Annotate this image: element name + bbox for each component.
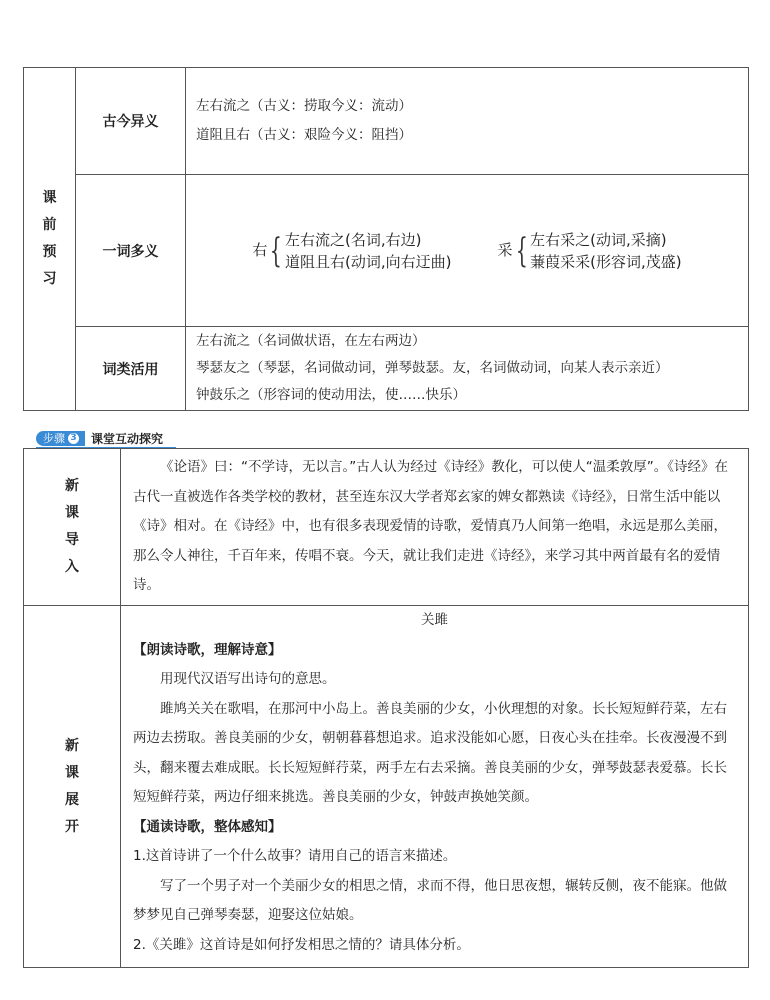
section-char: 习 — [42, 271, 57, 287]
section-char: 新 — [65, 478, 79, 494]
paragraph: 雎鸠关关在歌唱，在那河中小岛上。善良美丽的少女，小伙理想的对象。长长短短鲜荇菜，左右两边去捞取。善良美丽的少女，朝朝暮暮想追求。追求没能如心愿，日夜心头在挂牵。长夜漫漫不到头，翻来覆去难成眠。长长短短鲜荇菜，两手左右去采摘。善良美丽的少女，弹琴鼓瑟表爱慕。长长短短鲜荇菜，两边仔细来挑选。善良美丽的少女，钟鼓声换她笑颜。 — [133, 700, 727, 805]
meaning-line: 左右采之(动词,采摘) — [530, 230, 667, 249]
row-label-yici: 一词多义 — [76, 175, 186, 327]
subheading: 【朗读诗歌，理解诗意】 — [133, 641, 282, 658]
paragraph: 用现代汉语写出诗句的意思。 — [160, 671, 336, 687]
section-char: 预 — [42, 244, 57, 260]
step-header — [36, 430, 163, 446]
meaning-line: 道阻且右(动词,向右迂曲) — [285, 252, 452, 271]
answer: 写了一个男子对一个美丽少女的相思之情，求而不得，他日思夜想，辗转反侧，夜不能寐。他做梦梦见自己弹琴奏瑟，迎娶这位姑娘。 — [133, 877, 727, 923]
row-content-gujin — [186, 68, 749, 175]
content-line: 道阻且右（古义：艰险今义：阻挡） — [196, 127, 412, 143]
poem-title: 关雎 — [421, 612, 448, 628]
row-label-gujin: 古今异义 — [76, 68, 186, 175]
step-number: 3 — [68, 433, 79, 444]
intro-content — [121, 449, 749, 606]
section-char: 开 — [65, 818, 79, 835]
lesson-table — [23, 448, 749, 968]
step-title: 课堂互动探究 — [91, 431, 164, 446]
preview-section-label — [24, 68, 76, 411]
step-badge-label: 步骤 — [43, 431, 65, 445]
row-label-cilei: 词类活用 — [76, 327, 186, 411]
brace-icon: { — [270, 230, 283, 271]
row-content-cilei — [186, 327, 749, 411]
section-char: 前 — [42, 217, 57, 233]
subheading: 【通读诗歌，整体感知】 — [133, 818, 282, 835]
content-line: 左右流之（古义：捞取今义：流动） — [196, 98, 412, 114]
meaning-head: 右 — [252, 241, 268, 259]
develop-section-label — [24, 606, 121, 968]
brace-icon: { — [515, 230, 528, 271]
section-char: 课 — [65, 764, 79, 781]
question: 1.这首诗讲了一个什么故事？请用自己的语言来描述。 — [133, 848, 457, 864]
section-char: 新 — [65, 737, 79, 754]
row-content-yici — [186, 175, 749, 327]
step-badge — [36, 431, 85, 446]
meaning-head: 采 — [497, 241, 513, 259]
meaning-line: 左右流之(名词,右边) — [285, 230, 422, 249]
meaning-line: 蒹葭采采(形容词,茂盛) — [530, 252, 682, 271]
section-char: 导 — [65, 532, 79, 548]
content-line: 钟鼓乐之（形容词的使动用法，使……快乐） — [196, 387, 466, 403]
intro-paragraph: 《论语》曰：“不学诗，无以言。”古人认为经过《诗经》教化，可以使人“温柔敦厚”。《诗经》在古代一直被选作各类学校的教材，甚至连东汉大学者郑玄家的婢女都熟读《诗经》，日常生活中能以《诗》相对。在《诗经》中，也有很多表现爱情的诗歌，爱情真乃人间第一绝唱，永远是那么美丽，那么令人神往，千百年来，传唱不衰。今天，就让我们走进《诗经》，来学习其中两首最有名的爱情诗。 — [133, 459, 728, 594]
question: 2.《关雎》这首诗是如何抒发相思之情的？请具体分析。 — [133, 936, 470, 953]
preview-table — [23, 67, 749, 411]
develop-content — [121, 606, 749, 968]
section-char: 课 — [65, 505, 79, 521]
section-char: 展 — [65, 791, 79, 808]
content-line: 左右流之（名词做状语，在左右两边） — [196, 333, 426, 349]
content-line: 琴瑟友之（琴瑟，名词做动词，弹琴鼓瑟。友，名词做动词，向某人表示亲近） — [196, 360, 669, 376]
section-char: 入 — [65, 559, 79, 575]
intro-section-label — [24, 449, 121, 606]
meaning-group — [252, 229, 451, 273]
section-char: 课 — [42, 190, 57, 206]
meaning-group — [498, 229, 682, 273]
